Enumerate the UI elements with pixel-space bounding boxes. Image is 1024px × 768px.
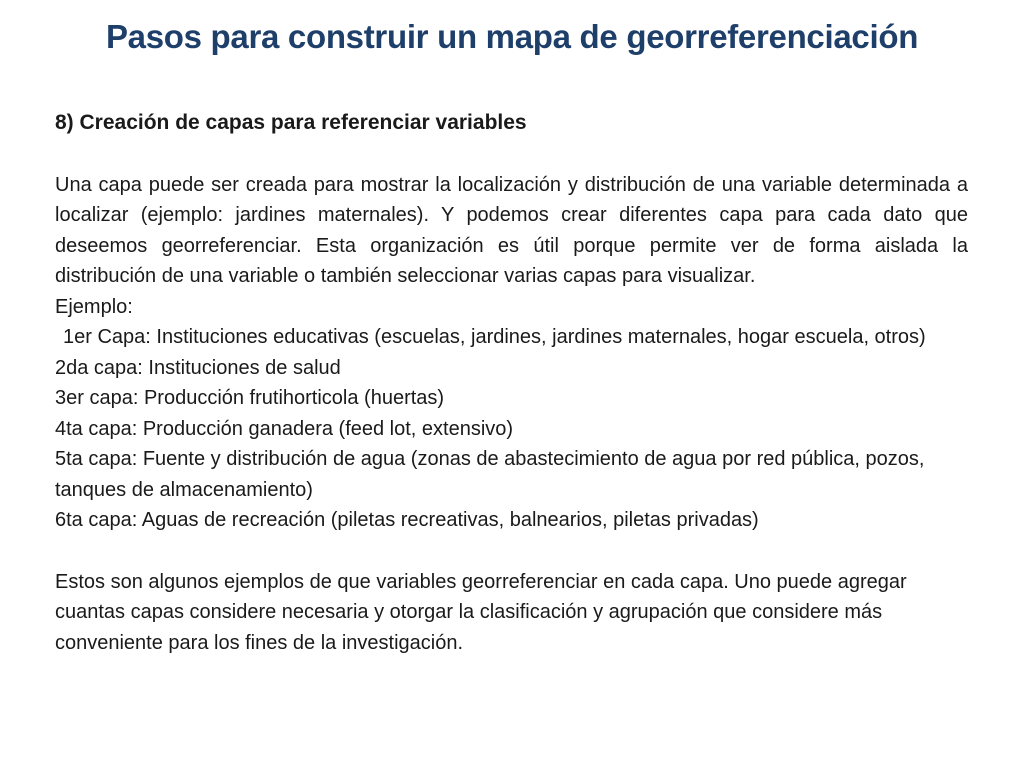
layer-item-6: 6ta capa: Aguas de recreación (piletas recreativas, balnearios, piletas privadas) <box>55 509 759 531</box>
layer-item-1: 1er Capa: Instituciones educativas (escuelas, jardines, jardines maternales, hogar escuela, otros) <box>63 326 926 348</box>
layer-item-2: 2da capa: Instituciones de salud <box>55 356 341 379</box>
slide-title: Pasos para construir un mapa de georreferenciación <box>105 18 919 55</box>
slide-content <box>55 108 968 658</box>
layer-item-5: 5ta capa: Fuente y distribución de agua (zonas de abastecimiento de agua por red pública, pozos, tanques de almacenamiento) <box>55 448 925 501</box>
closing-paragraph: Estos son algunos ejemplos de que variables georreferenciar en cada capa. Uno puede agregar cuantas capas considere necesaria y otorgar la clasificación y agrupación que considere más conveniente para los fines de la investigación. <box>55 570 907 654</box>
layer-item-3: 3er capa: Producción frutihorticola (huertas) <box>55 387 445 409</box>
intro-paragraph: Una capa puede ser creada para mostrar la localización y distribución de una variable determinada a localizar (ejemplo: jardines maternales). Y podemos crear diferentes capa para cada dato que deseemos georreferenciar. Esta organización es útil porque permite ver de forma aislada la distribución de una variable o también seleccionar varias capas para visualizar. <box>55 173 968 287</box>
paragraph-gap <box>55 536 968 567</box>
layer-item-4: 4ta capa: Producción ganadera (feed lot, extensivo) <box>55 417 514 440</box>
section-subtitle: 8) Creación de capas para referenciar variables <box>55 111 527 134</box>
example-label: Ejemplo: <box>55 295 133 318</box>
